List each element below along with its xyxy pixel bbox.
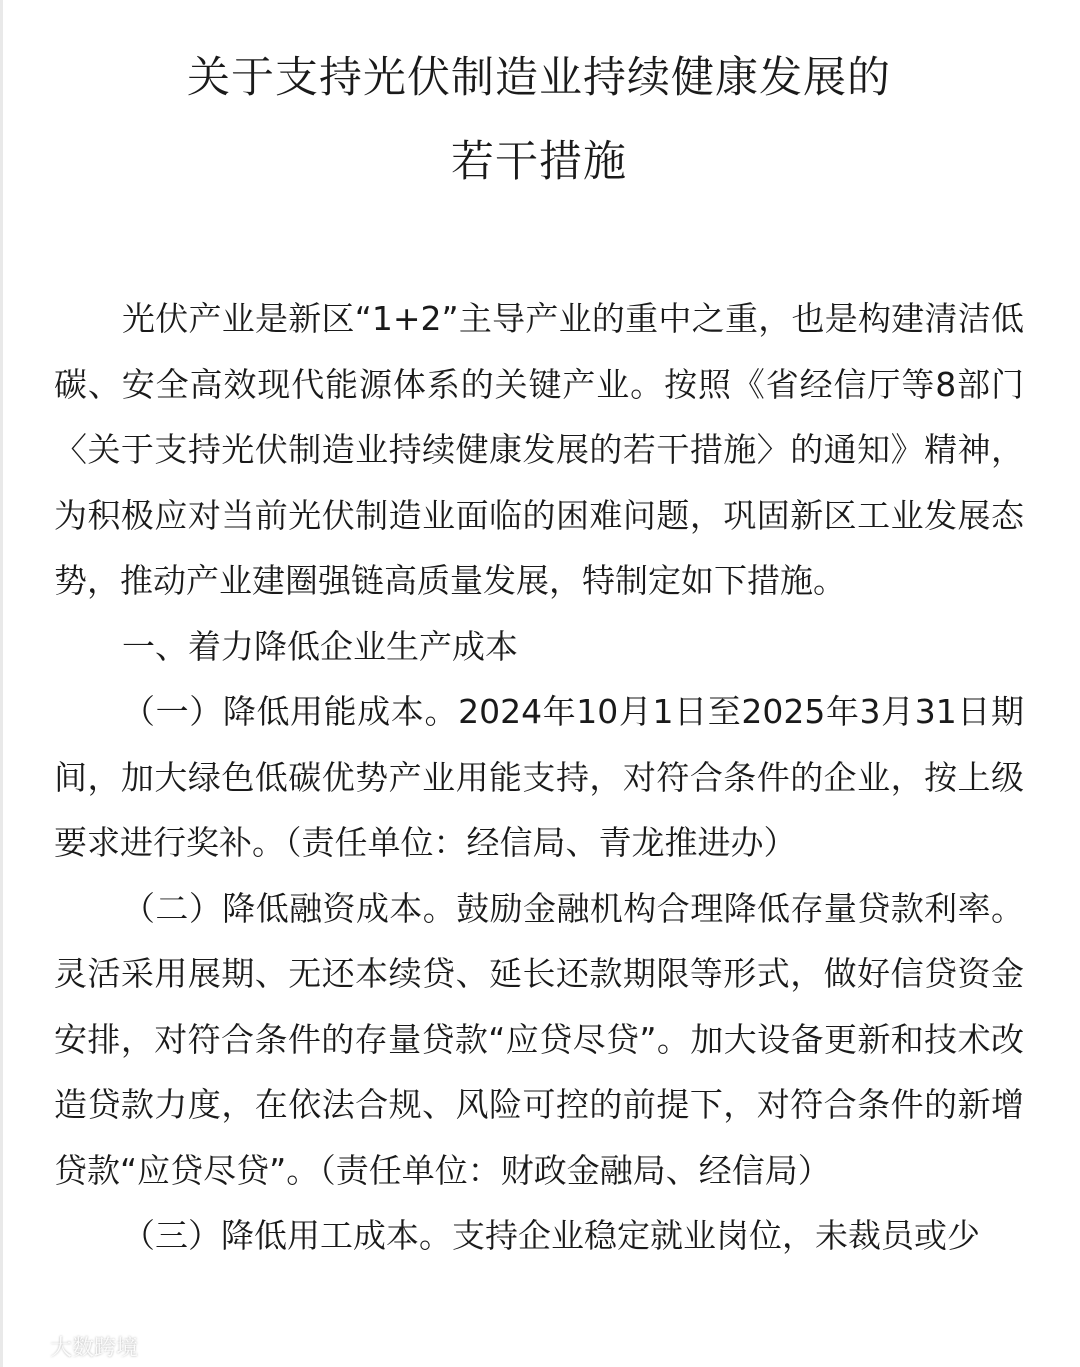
measure-paragraph-1: （一）降低用能成本。2024年10月1日至2025年3月31日期间，加大绿色低碳优势产业用能支持，对符合条件的企业，按上级要求进行奖补。（责任单位：经信局、青龙推进办）	[54, 692, 1024, 862]
title-line-1: 关于支持光伏制造业持续健康发展的	[187, 53, 891, 103]
document-page	[54, 0, 1024, 1269]
watermark-logo-icon	[6, 1334, 44, 1358]
section-heading-1: 一、着力降低企业生产成本	[122, 626, 518, 666]
title-line-2: 若干措施	[451, 137, 627, 187]
document-body	[54, 286, 1024, 1269]
watermark	[6, 1331, 138, 1361]
measure-paragraph-2: （二）降低融资成本。鼓励金融机构合理降低存量贷款利率。灵活采用展期、无还本续贷、延长还款期限等形式，做好信贷资金安排，对符合条件的存量贷款“应贷尽贷”。加大设备更新和技术改造贷款力度，在依法合规、风险可控的前提下，对符合条件的新增贷款“应贷尽贷”。（责任单位：财政金融局、经信局）	[54, 888, 1024, 1190]
measure-paragraph-3: （三）降低用工成本。支持企业稳定就业岗位，未裁员或少	[122, 1216, 980, 1255]
page-left-edge	[0, 0, 3, 1367]
intro-paragraph: 光伏产业是新区“1+2”主导产业的重中之重，也是构建清洁低碳、安全高效现代能源体系的关键产业。按照《省经信厅等8部门〈关于支持光伏制造业持续健康发展的若干措施〉的通知》精神，为积极应对当前光伏制造业面临的困难问题，巩固新区工业发展态势，推动产业建圈强链高质量发展，特制定如下措施。	[54, 299, 1024, 600]
document-title	[54, 36, 1024, 204]
watermark-text: 大数跨境	[50, 1335, 139, 1361]
